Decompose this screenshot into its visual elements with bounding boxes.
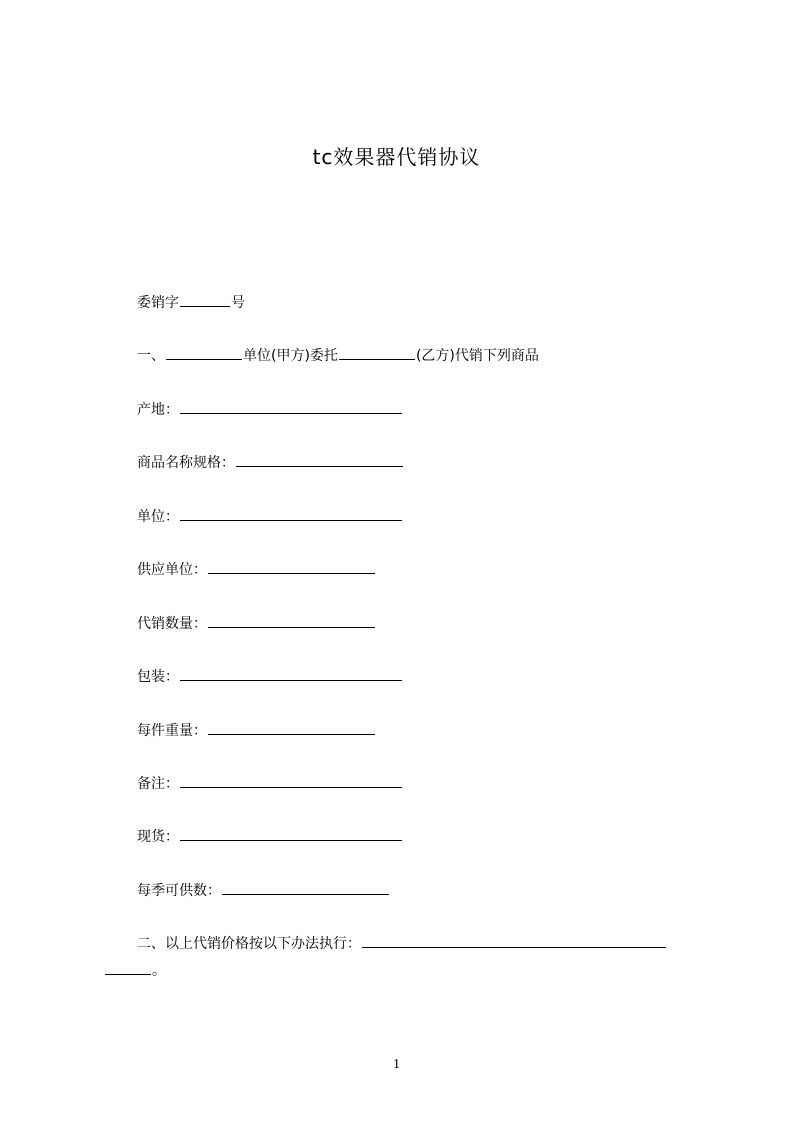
field-blank[interactable] [208, 558, 375, 574]
party-a-blank[interactable] [166, 344, 242, 360]
pricing-method-blank[interactable] [362, 932, 666, 948]
field-blank[interactable] [180, 398, 402, 414]
field-stock [137, 825, 403, 847]
field-weight-per-piece [137, 719, 376, 741]
field-label: 供应单位： [137, 562, 207, 578]
field-product-name-spec [137, 451, 404, 473]
field-label: 每件重量： [137, 723, 207, 739]
field-label: 单位： [137, 509, 179, 525]
clause-one-tail: (乙方)代销下列商品 [415, 348, 539, 364]
clause-one-lead: 一、 [137, 348, 165, 364]
field-packaging [137, 665, 403, 687]
field-quantity [137, 612, 376, 634]
field-blank[interactable] [236, 451, 403, 467]
clause-two-end: 。 [152, 963, 166, 979]
field-label: 产地： [137, 402, 179, 418]
field-remarks [137, 772, 403, 794]
field-blank[interactable] [208, 612, 375, 628]
field-blank[interactable] [180, 505, 402, 521]
field-unit [137, 505, 403, 527]
field-quarterly-supply [137, 879, 390, 901]
reference-prefix: 委销字 [137, 295, 179, 311]
field-label: 包装： [137, 669, 179, 685]
party-b-blank[interactable] [339, 344, 415, 360]
field-label: 每季可供数： [137, 883, 221, 899]
field-origin [137, 398, 403, 420]
clause-two-continuation [104, 959, 166, 981]
clause-one-mid: 单位(甲方)委托 [243, 348, 338, 364]
clause-one-line [137, 344, 539, 366]
field-label: 备注： [137, 776, 179, 792]
pricing-method-blank-cont[interactable] [105, 959, 151, 975]
field-label: 现货： [137, 829, 179, 845]
field-label: 商品名称规格： [137, 455, 235, 471]
clause-two-text: 二、以上代销价格按以下办法执行： [137, 936, 361, 952]
field-supplier [137, 558, 376, 580]
page-number: 1 [393, 1057, 400, 1072]
field-blank[interactable] [208, 719, 375, 735]
field-blank[interactable] [180, 772, 402, 788]
clause-two-line [137, 932, 667, 954]
field-blank[interactable] [222, 879, 389, 895]
reference-number-line [137, 291, 245, 313]
field-blank[interactable] [180, 665, 402, 681]
reference-suffix: 号 [231, 295, 245, 311]
field-label: 代销数量： [137, 616, 207, 632]
field-blank[interactable] [180, 825, 402, 841]
reference-number-blank[interactable] [180, 291, 230, 307]
document-title: tc效果器代销协议 [312, 145, 481, 169]
